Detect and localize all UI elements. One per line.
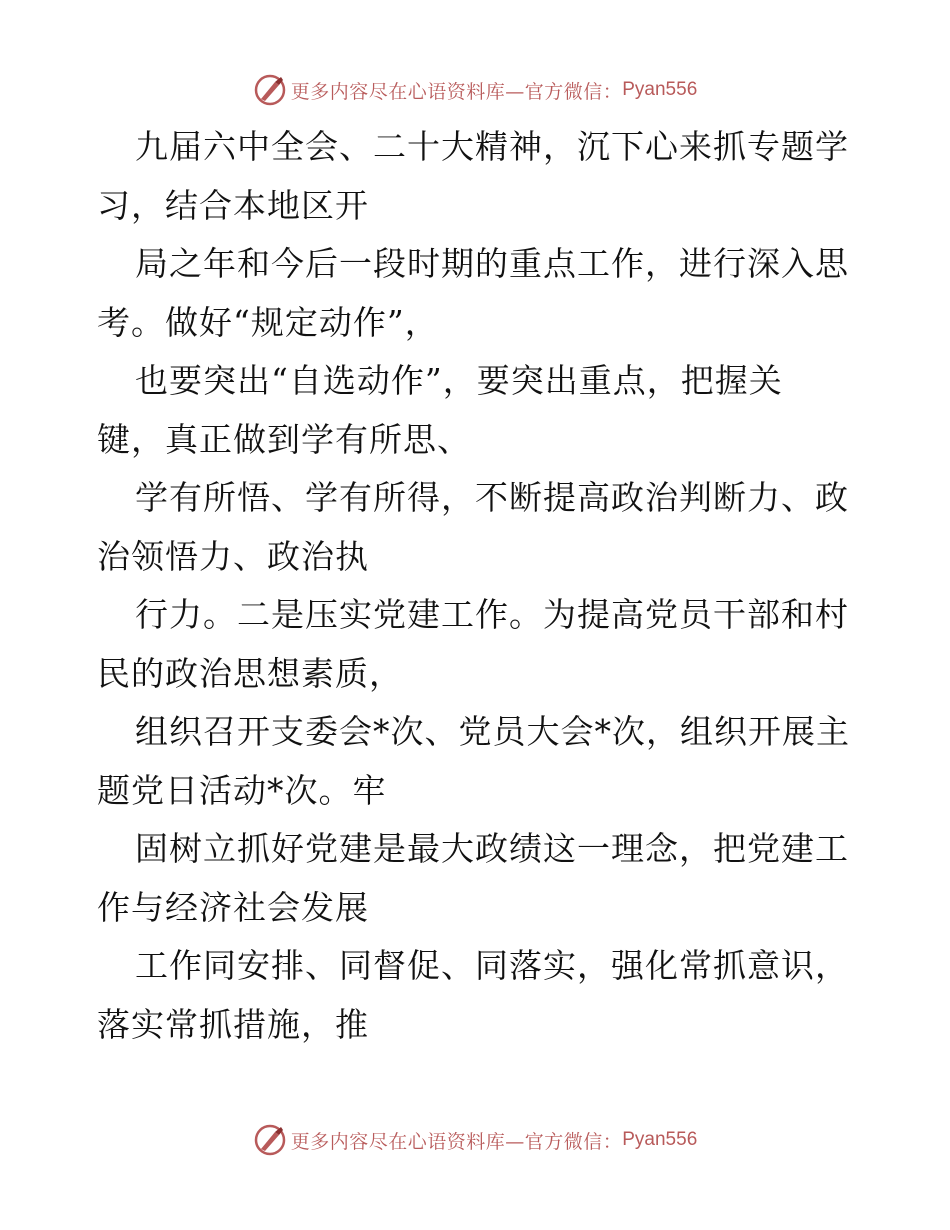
quill-pen-logo-icon xyxy=(253,1123,287,1157)
header-banner-wechat-id: Pyan556 xyxy=(622,79,698,100)
body-text-line: 落实常抓措施，推 xyxy=(97,1004,369,1044)
header-watermark-banner xyxy=(0,70,950,110)
body-text-line: 治领悟力、政治执 xyxy=(97,536,369,576)
body-text-line: 工作同安排、同督促、同落实，强化常抓意识， xyxy=(135,946,849,985)
footer-watermark-banner xyxy=(0,1120,950,1160)
body-text-line: 九届六中全会、二十大精神，沉下心来抓专题学 xyxy=(135,127,849,166)
body-text-line: 学有所悟、学有所得，不断提高政治判断力、政 xyxy=(135,478,849,517)
body-text-line: 作与经济社会发展 xyxy=(97,887,369,927)
footer-banner-text: 更多内容尽在心语资料库—官方微信： xyxy=(290,1130,623,1153)
body-text-line: 行力。二是压实党建工作。为提高党员干部和村 xyxy=(135,595,849,634)
header-banner-text: 更多内容尽在心语资料库—官方微信： xyxy=(290,80,623,103)
body-text-line: 局之年和今后一段时期的重点工作，进行深入思 xyxy=(135,244,849,283)
body-text-line: 键，真正做到学有所思、 xyxy=(97,419,471,459)
footer-banner-wechat-id: Pyan556 xyxy=(622,1129,698,1150)
body-text-line: 固树立抓好党建是最大政绩这一理念，把党建工 xyxy=(135,829,849,868)
body-text-line: 也要突出“自选动作”，要突出重点，把握关 xyxy=(135,361,783,400)
body-text-line: 民的政治思想素质， xyxy=(97,653,403,693)
body-text-line: 组织召开支委会*次、党员大会*次，组织开展主 xyxy=(135,712,850,751)
quill-pen-logo-icon xyxy=(253,73,287,107)
body-text-line: 题党日活动*次。牢 xyxy=(97,770,387,810)
body-text-line: 考。做好“规定动作”， xyxy=(97,302,439,342)
document-body xyxy=(97,118,867,1054)
body-text-line: 习，结合本地区开 xyxy=(97,185,369,225)
